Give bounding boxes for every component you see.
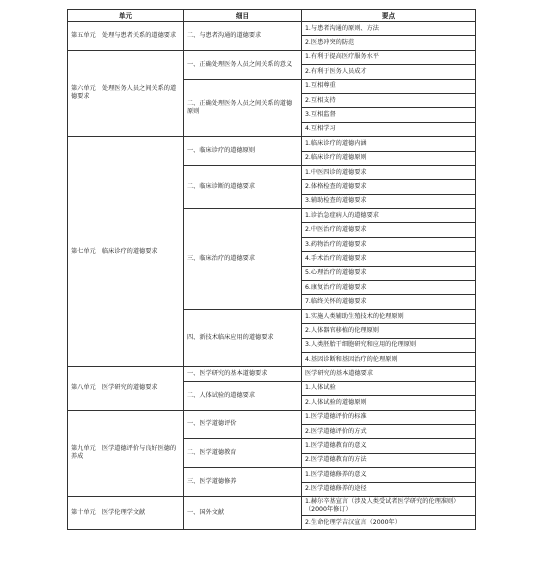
keypoint-cell: 2.中医治疗的道德要求 <box>302 223 476 237</box>
keypoint-cell: 医学研究的基本道德要求 <box>302 367 476 381</box>
keypoint-cell: 1.有利于提高医疗服务水平 <box>302 50 476 64</box>
syllabus-table-container <box>67 9 475 530</box>
keypoint-cell: 1.医学道德评价的标准 <box>302 410 476 424</box>
syllabus-table <box>67 9 476 530</box>
keypoint-cell: 4.互相学习 <box>302 122 476 136</box>
table-row <box>68 367 476 381</box>
keypoint-cell: 1.与患者沟通的原则、方法 <box>302 22 476 36</box>
keypoint-cell: 3.药物治疗的道德要求 <box>302 237 476 251</box>
keypoint-cell: 1.赫尔辛基宣言（涉及人类受试者医学研究的伦理准则）（2000年修订） <box>302 496 476 515</box>
keypoint-cell: 1.医学道德修养的意义 <box>302 468 476 482</box>
keypoint-cell: 2.互相支持 <box>302 93 476 107</box>
keypoint-cell: 1.诊治急症病人的道德要求 <box>302 209 476 223</box>
keypoint-cell: 4.基因诊断和基因治疗的伦理原则 <box>302 352 476 366</box>
table-row <box>68 50 476 64</box>
keypoint-cell: 1.中医四诊的道德要求 <box>302 165 476 179</box>
keypoint-cell: 1.实施人类辅助生殖技术的伦理原则 <box>302 309 476 323</box>
subitem-title: 二、临床诊断的道德要求 <box>184 165 302 208</box>
subitem-title: 一、医学道德评价 <box>184 410 302 439</box>
subitem-title: 二、与患者沟通的道德要求 <box>184 22 302 51</box>
keypoint-cell: 1.人体试验 <box>302 381 476 395</box>
keypoint-cell: 3.人类胚胎干细胞研究和应用的伦理原则 <box>302 338 476 352</box>
subitem-title: 一、国外文献 <box>184 496 302 529</box>
keypoint-cell: 1.临床诊疗的道德内涵 <box>302 137 476 151</box>
unit-title: 第十单元 医学伦理学文献 <box>68 496 184 529</box>
unit-title: 第八单元 医学研究的道德要求 <box>68 367 184 410</box>
keypoint-cell: 2.生命伦理学吉汉宣言（2000年） <box>302 515 476 529</box>
unit-title: 第七单元 临床诊疗的道德要求 <box>68 137 184 367</box>
subitem-title: 三、临床治疗的道德要求 <box>184 209 302 310</box>
subitem-title: 三、医学道德修养 <box>184 468 302 497</box>
table-row <box>68 410 476 424</box>
table-row <box>68 137 476 151</box>
keypoint-cell: 5.心理治疗的道德要求 <box>302 266 476 280</box>
keypoint-cell: 2.临床诊疗的道德原则 <box>302 151 476 165</box>
keypoint-cell: 2.医学道德教育的方法 <box>302 453 476 467</box>
header-unit: 单元 <box>68 10 184 22</box>
syllabus-body <box>68 22 476 530</box>
subitem-title: 四、新技术临床应用的道德要求 <box>184 309 302 367</box>
subitem-title: 二、人体试验的道德要求 <box>184 381 302 410</box>
keypoint-cell: 2.体格检查的道德要求 <box>302 180 476 194</box>
subitem-title: 二、医学道德教育 <box>184 439 302 468</box>
keypoint-cell: 2.医患冲突的防范 <box>302 36 476 50</box>
header-keypoint: 要点 <box>302 10 476 22</box>
table-row <box>68 22 476 36</box>
keypoint-cell: 1.医学道德教育的意义 <box>302 439 476 453</box>
header-row <box>68 10 476 22</box>
subitem-title: 二、正确处理医务人员之间关系的道德原则 <box>184 79 302 137</box>
keypoint-cell: 2.人体试验的道德原则 <box>302 396 476 410</box>
keypoint-cell: 2.人体器官移植的伦理原则 <box>302 324 476 338</box>
keypoint-cell: 2.有利于医务人员成才 <box>302 65 476 79</box>
keypoint-cell: 3.辅助检查的道德要求 <box>302 194 476 208</box>
table-row <box>68 496 476 515</box>
keypoint-cell: 7.临终关怀的道德要求 <box>302 295 476 309</box>
subitem-title: 一、医学研究的基本道德要求 <box>184 367 302 381</box>
keypoint-cell: 2.医学道德评价的方式 <box>302 424 476 438</box>
unit-title: 第五单元 处理与患者关系的道德要求 <box>68 22 184 51</box>
keypoint-cell: 6.康复治疗的道德要求 <box>302 281 476 295</box>
keypoint-cell: 4.手术治疗的道德要求 <box>302 252 476 266</box>
unit-title: 第九单元 医学道德评价与良好医德的养成 <box>68 410 184 496</box>
keypoint-cell: 1.互相尊重 <box>302 79 476 93</box>
keypoint-cell: 2.医学道德修养的途径 <box>302 482 476 496</box>
subitem-title: 一、临床诊疗的道德原则 <box>184 137 302 166</box>
subitem-title: 一、正确处理医务人员之间关系的意义 <box>184 50 302 79</box>
unit-title: 第六单元 处理医务人员之间关系的道德要求 <box>68 50 184 136</box>
keypoint-cell: 3.互相监督 <box>302 108 476 122</box>
header-subitem: 细目 <box>184 10 302 22</box>
